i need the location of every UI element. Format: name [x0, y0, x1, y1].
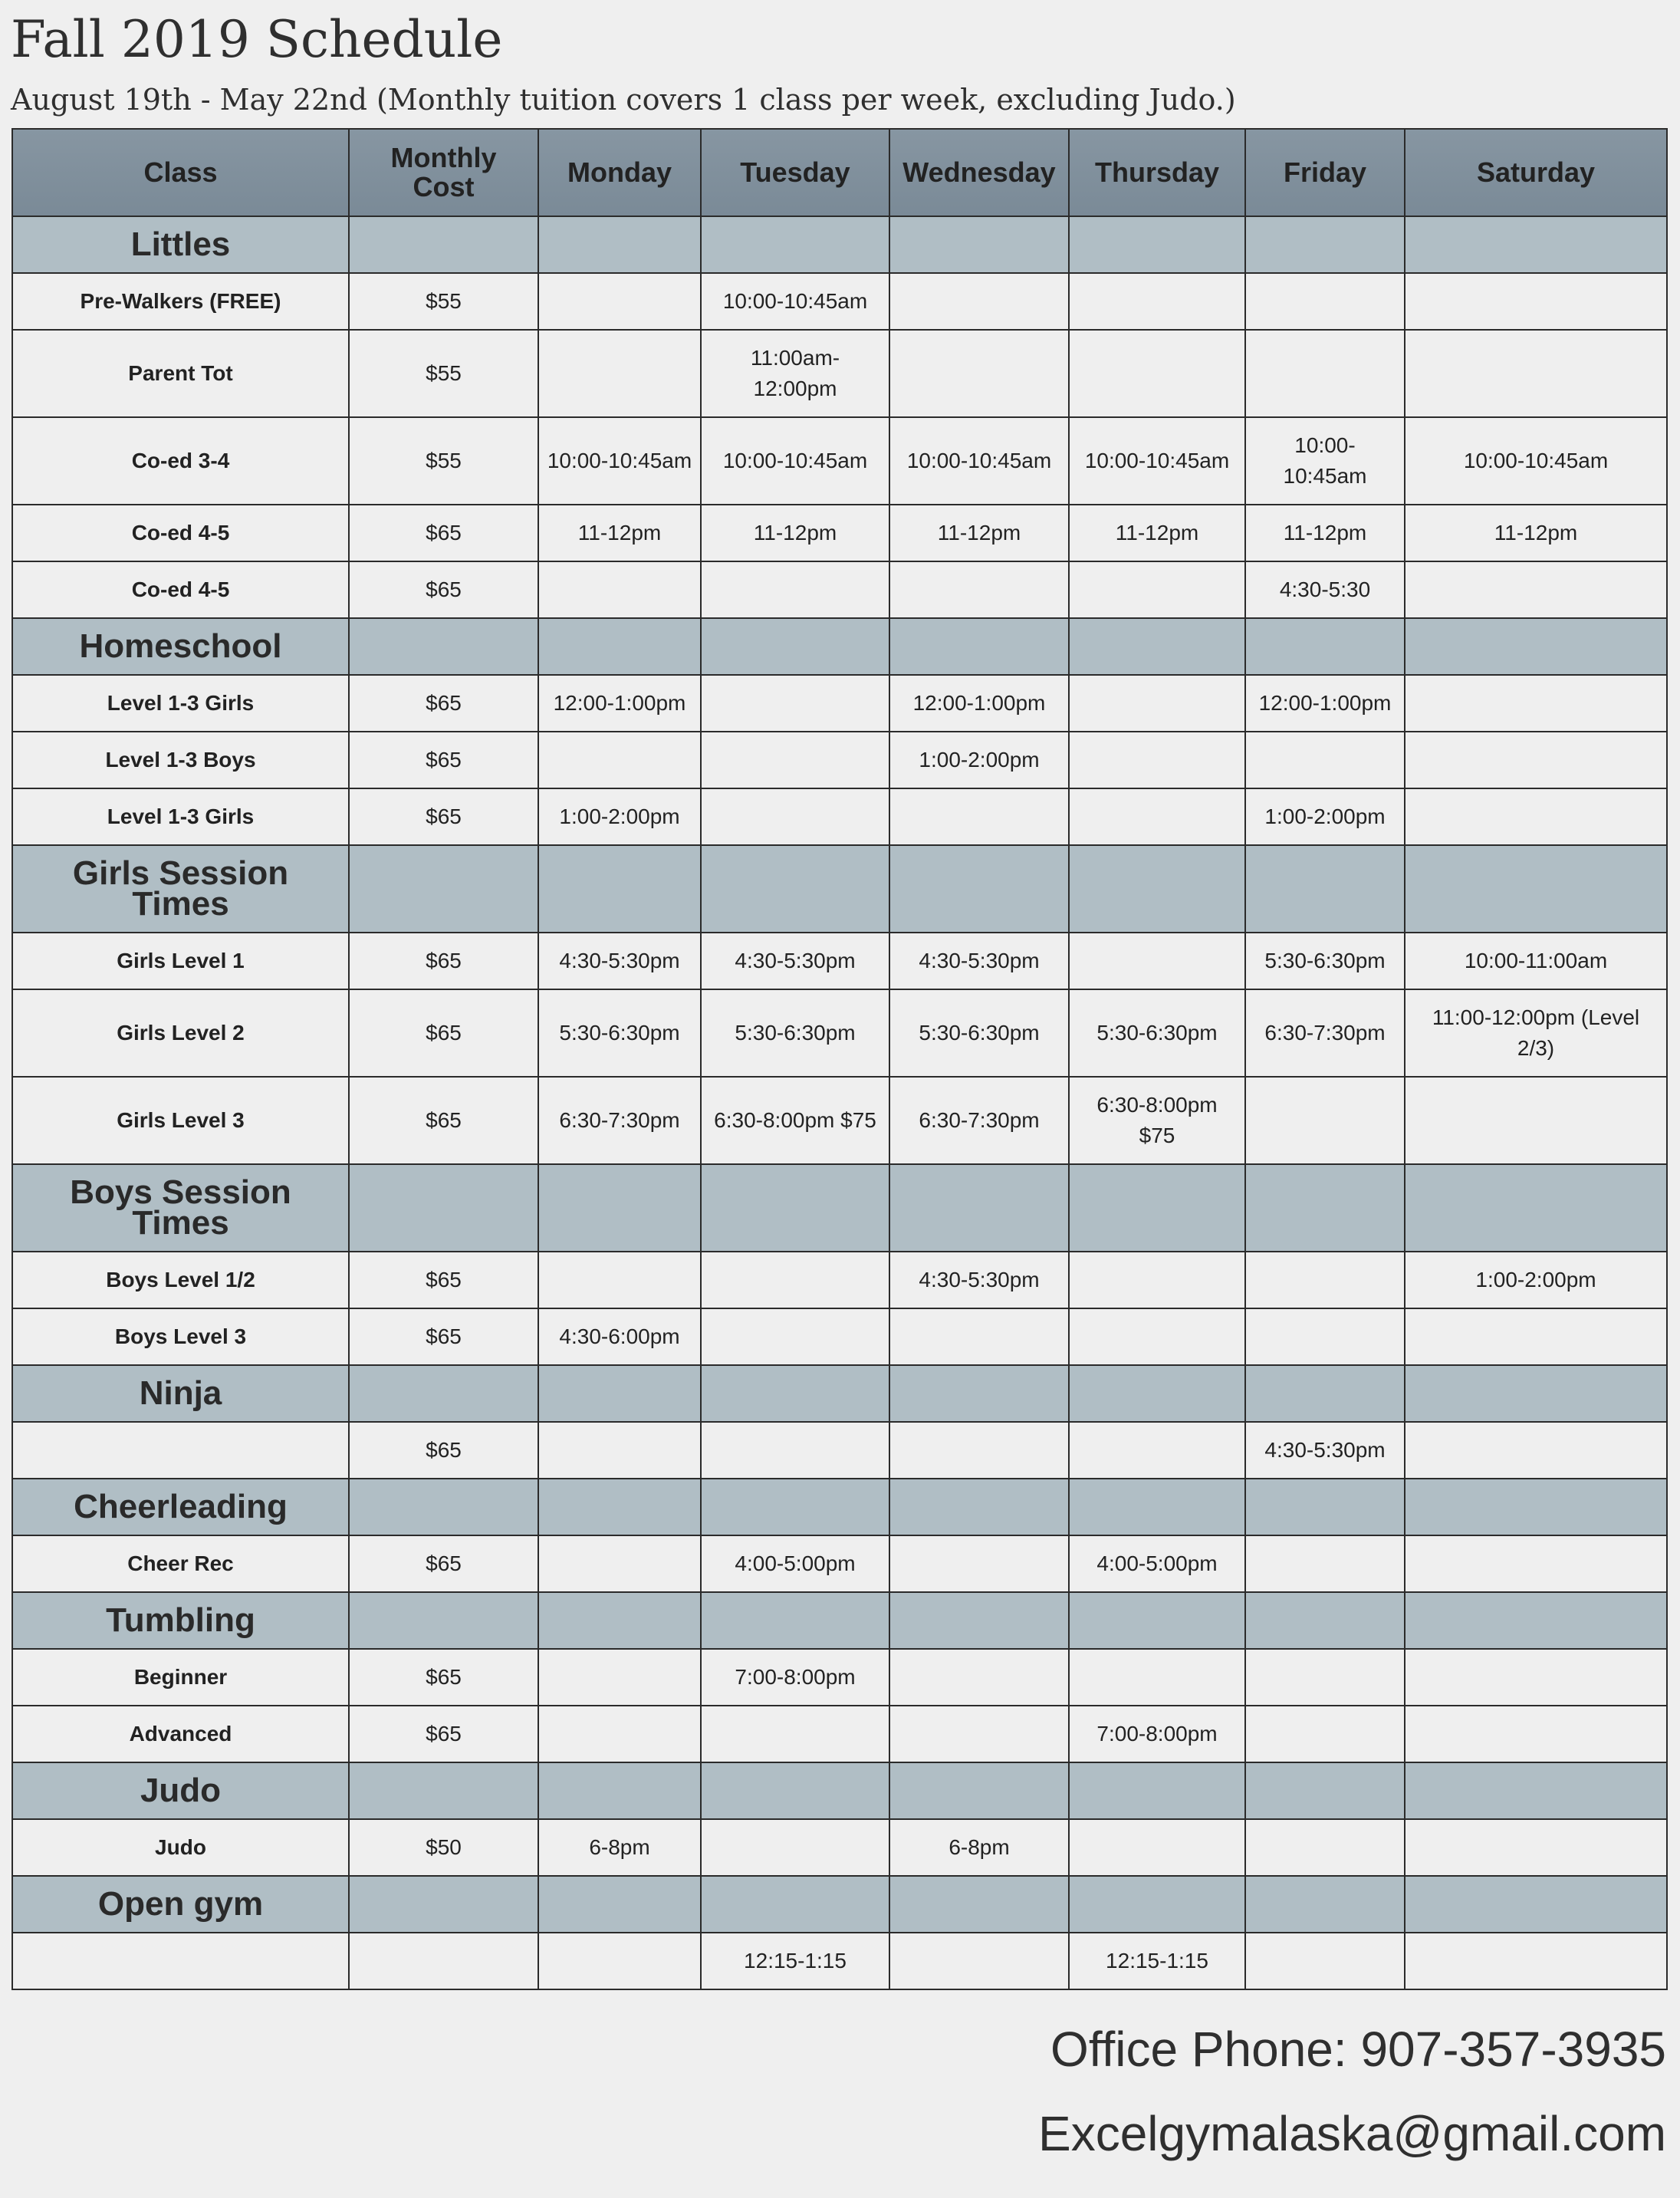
monthly-cost-cell: $65 [349, 1649, 538, 1706]
section-header-cell [889, 1164, 1069, 1252]
section-header-row [12, 1479, 1667, 1535]
table-row [12, 675, 1667, 732]
section-header-row [12, 1592, 1667, 1649]
friday-cell [1245, 1649, 1405, 1706]
saturday-cell [1405, 732, 1667, 788]
monthly-cost-cell: $65 [349, 675, 538, 732]
thursday-cell [1069, 1308, 1245, 1365]
thursday-cell [1069, 1649, 1245, 1706]
thursday-cell [1069, 732, 1245, 788]
thursday-cell: 11-12pm [1069, 505, 1245, 561]
thursday-cell: 12:15-1:15 [1069, 1933, 1245, 1989]
thursday-cell [1069, 1819, 1245, 1876]
monthly-cost-cell: $55 [349, 273, 538, 330]
page-subtitle: August 19th - May 22nd (Monthly tuition covers 1 class per week, excluding Judo.) [11, 83, 1236, 117]
section-title: Cheerleading [12, 1479, 349, 1535]
monthly-cost-cell: $65 [349, 1535, 538, 1592]
section-header-cell [1069, 1479, 1245, 1535]
section-title: Boys Session Times [12, 1164, 349, 1252]
wednesday-cell [889, 561, 1069, 618]
section-header-row [12, 1876, 1667, 1933]
friday-cell: 1:00-2:00pm [1245, 788, 1405, 845]
saturday-cell [1405, 1535, 1667, 1592]
table-row [12, 505, 1667, 561]
section-header-cell [701, 1876, 889, 1933]
thursday-cell [1069, 788, 1245, 845]
monthly-cost-cell: $55 [349, 417, 538, 505]
wednesday-cell [889, 1535, 1069, 1592]
friday-cell: 11-12pm [1245, 505, 1405, 561]
section-header-cell [701, 618, 889, 675]
monday-cell: 12:00-1:00pm [538, 675, 701, 732]
class-name-cell: Level 1-3 Boys [12, 732, 349, 788]
table-row [12, 417, 1667, 505]
tuesday-cell: 5:30-6:30pm [701, 989, 889, 1077]
saturday-cell [1405, 273, 1667, 330]
table-header-row [12, 129, 1667, 216]
section-header-cell [1245, 1876, 1405, 1933]
friday-cell [1245, 273, 1405, 330]
friday-cell [1245, 1077, 1405, 1164]
thursday-cell [1069, 1252, 1245, 1308]
table-row [12, 933, 1667, 989]
section-header-cell [1069, 845, 1245, 933]
monthly-cost-cell [349, 1933, 538, 1989]
section-header-cell [349, 1876, 538, 1933]
monthly-cost-cell: $65 [349, 1308, 538, 1365]
thursday-cell: 7:00-8:00pm [1069, 1706, 1245, 1762]
section-header-cell [1069, 618, 1245, 675]
monthly-cost-cell: $65 [349, 989, 538, 1077]
section-header-cell [1069, 1592, 1245, 1649]
section-header-cell [538, 1592, 701, 1649]
monday-cell: 4:30-5:30pm [538, 933, 701, 989]
section-header-cell [1245, 216, 1405, 273]
table-row [12, 1422, 1667, 1479]
monthly-cost-cell: $65 [349, 1706, 538, 1762]
saturday-cell: 11:00-12:00pm (Level 2/3) [1405, 989, 1667, 1077]
saturday-cell [1405, 1308, 1667, 1365]
class-name-cell: Boys Level 1/2 [12, 1252, 349, 1308]
section-header-cell [538, 1164, 701, 1252]
section-header-cell [538, 1876, 701, 1933]
table-row [12, 1933, 1667, 1989]
header-friday: Friday [1245, 129, 1405, 216]
class-name-cell: Cheer Rec [12, 1535, 349, 1592]
wednesday-cell [889, 1422, 1069, 1479]
tuesday-cell [701, 1819, 889, 1876]
wednesday-cell: 12:00-1:00pm [889, 675, 1069, 732]
section-header-cell [889, 1592, 1069, 1649]
section-header-cell [889, 216, 1069, 273]
table-row [12, 1308, 1667, 1365]
header-monday: Monday [538, 129, 701, 216]
table-row [12, 788, 1667, 845]
tuesday-cell [701, 788, 889, 845]
friday-cell [1245, 1535, 1405, 1592]
section-header-cell [349, 1762, 538, 1819]
saturday-cell [1405, 1933, 1667, 1989]
wednesday-cell [889, 1706, 1069, 1762]
table-row [12, 732, 1667, 788]
section-header-cell [1405, 1479, 1667, 1535]
section-header-cell [701, 1365, 889, 1422]
saturday-cell [1405, 1422, 1667, 1479]
section-header-cell [1405, 1762, 1667, 1819]
tuesday-cell [701, 1706, 889, 1762]
thursday-cell [1069, 561, 1245, 618]
friday-cell [1245, 1933, 1405, 1989]
section-header-cell [1245, 1592, 1405, 1649]
wednesday-cell [889, 1308, 1069, 1365]
monday-cell: 6-8pm [538, 1819, 701, 1876]
class-name-cell: Parent Tot [12, 330, 349, 417]
monthly-cost-cell: $65 [349, 1252, 538, 1308]
schedule-table [12, 128, 1668, 1990]
wednesday-cell: 6:30-7:30pm [889, 1077, 1069, 1164]
section-header-row [12, 618, 1667, 675]
header-saturday: Saturday [1405, 129, 1667, 216]
class-name-cell: Advanced [12, 1706, 349, 1762]
monthly-cost-cell: $65 [349, 788, 538, 845]
class-name-cell [12, 1422, 349, 1479]
class-name-cell [12, 1933, 349, 1989]
monday-cell: 11-12pm [538, 505, 701, 561]
section-header-cell [1245, 1365, 1405, 1422]
saturday-cell [1405, 561, 1667, 618]
section-header-cell [701, 1592, 889, 1649]
section-header-row [12, 216, 1667, 273]
monthly-cost-cell: $65 [349, 933, 538, 989]
section-header-cell [701, 216, 889, 273]
section-header-cell [538, 845, 701, 933]
monthly-cost-cell: $55 [349, 330, 538, 417]
header-wednesday: Wednesday [889, 129, 1069, 216]
section-header-cell [1405, 1876, 1667, 1933]
section-header-cell [1069, 1762, 1245, 1819]
friday-cell: 6:30-7:30pm [1245, 989, 1405, 1077]
saturday-cell: 10:00-11:00am [1405, 933, 1667, 989]
tuesday-cell: 6:30-8:00pm $75 [701, 1077, 889, 1164]
section-header-cell [349, 618, 538, 675]
tuesday-cell: 4:00-5:00pm [701, 1535, 889, 1592]
friday-cell [1245, 330, 1405, 417]
section-header-cell [701, 1164, 889, 1252]
friday-cell [1245, 1706, 1405, 1762]
section-header-cell [1405, 1164, 1667, 1252]
tuesday-cell: 10:00-10:45am [701, 273, 889, 330]
section-header-cell [349, 1365, 538, 1422]
section-header-cell [349, 1164, 538, 1252]
monday-cell [538, 273, 701, 330]
section-header-row [12, 1365, 1667, 1422]
section-header-cell [701, 1762, 889, 1819]
section-header-cell [538, 1365, 701, 1422]
thursday-cell [1069, 675, 1245, 732]
monday-cell [538, 561, 701, 618]
section-header-cell [701, 1479, 889, 1535]
saturday-cell [1405, 788, 1667, 845]
monday-cell [538, 1706, 701, 1762]
tuesday-cell: 11-12pm [701, 505, 889, 561]
class-name-cell: Boys Level 3 [12, 1308, 349, 1365]
class-name-cell: Girls Level 1 [12, 933, 349, 989]
schedule-body [12, 216, 1667, 1989]
friday-cell: 10:00-10:45am [1245, 417, 1405, 505]
wednesday-cell: 11-12pm [889, 505, 1069, 561]
wednesday-cell: 5:30-6:30pm [889, 989, 1069, 1077]
friday-cell: 4:30-5:30 [1245, 561, 1405, 618]
wednesday-cell [889, 1933, 1069, 1989]
tuesday-cell [701, 561, 889, 618]
friday-cell: 5:30-6:30pm [1245, 933, 1405, 989]
wednesday-cell [889, 330, 1069, 417]
class-name-cell: Pre-Walkers (FREE) [12, 273, 349, 330]
section-header-cell [1245, 1479, 1405, 1535]
saturday-cell [1405, 1706, 1667, 1762]
tuesday-cell [701, 675, 889, 732]
tuesday-cell: 11:00am-12:00pm [701, 330, 889, 417]
wednesday-cell [889, 273, 1069, 330]
table-row [12, 989, 1667, 1077]
page-title: Fall 2019 Schedule [11, 10, 503, 69]
saturday-cell: 11-12pm [1405, 505, 1667, 561]
monthly-cost-cell: $65 [349, 505, 538, 561]
tuesday-cell: 10:00-10:45am [701, 417, 889, 505]
wednesday-cell: 4:30-5:30pm [889, 1252, 1069, 1308]
saturday-cell [1405, 1077, 1667, 1164]
section-title: Littles [12, 216, 349, 273]
tuesday-cell [701, 1422, 889, 1479]
section-header-cell [1245, 845, 1405, 933]
monday-cell [538, 1933, 701, 1989]
class-name-cell: Co-ed 4-5 [12, 505, 349, 561]
tuesday-cell: 7:00-8:00pm [701, 1649, 889, 1706]
section-title: Judo [12, 1762, 349, 1819]
table-row [12, 1252, 1667, 1308]
monday-cell [538, 732, 701, 788]
section-header-cell [889, 1762, 1069, 1819]
section-header-row [12, 845, 1667, 933]
section-header-cell [1405, 216, 1667, 273]
section-header-cell [1245, 618, 1405, 675]
section-header-cell [1245, 1164, 1405, 1252]
section-header-row [12, 1762, 1667, 1819]
monthly-cost-cell: $50 [349, 1819, 538, 1876]
class-name-cell: Co-ed 3-4 [12, 417, 349, 505]
monday-cell: 10:00-10:45am [538, 417, 701, 505]
monthly-cost-cell: $65 [349, 1077, 538, 1164]
contact-email: Excelgymalaska@gmail.com [1038, 2106, 1666, 2161]
saturday-cell [1405, 330, 1667, 417]
section-header-cell [889, 1479, 1069, 1535]
header-tuesday: Tuesday [701, 129, 889, 216]
monday-cell [538, 1535, 701, 1592]
thursday-cell [1069, 933, 1245, 989]
header-thursday: Thursday [1069, 129, 1245, 216]
section-header-cell [1069, 1876, 1245, 1933]
section-header-cell [349, 845, 538, 933]
class-name-cell: Co-ed 4-5 [12, 561, 349, 618]
monday-cell: 4:30-6:00pm [538, 1308, 701, 1365]
monthly-cost-cell: $65 [349, 732, 538, 788]
section-header-cell [889, 618, 1069, 675]
monday-cell: 6:30-7:30pm [538, 1077, 701, 1164]
saturday-cell: 1:00-2:00pm [1405, 1252, 1667, 1308]
section-title: Homeschool [12, 618, 349, 675]
section-title: Open gym [12, 1876, 349, 1933]
saturday-cell [1405, 1649, 1667, 1706]
section-header-cell [349, 1592, 538, 1649]
thursday-cell [1069, 330, 1245, 417]
section-header-cell [1405, 618, 1667, 675]
class-name-cell: Beginner [12, 1649, 349, 1706]
office-phone: Office Phone: 907-357-3935 [1050, 2022, 1666, 2077]
section-title: Girls Session Times [12, 845, 349, 933]
class-name-cell: Judo [12, 1819, 349, 1876]
section-header-cell [1405, 1592, 1667, 1649]
wednesday-cell [889, 788, 1069, 845]
table-row [12, 561, 1667, 618]
section-header-cell [1069, 216, 1245, 273]
friday-cell: 12:00-1:00pm [1245, 675, 1405, 732]
section-header-cell [349, 1479, 538, 1535]
section-header-cell [1069, 1164, 1245, 1252]
section-header-cell [889, 1876, 1069, 1933]
thursday-cell [1069, 1422, 1245, 1479]
thursday-cell: 10:00-10:45am [1069, 417, 1245, 505]
class-name-cell: Level 1-3 Girls [12, 788, 349, 845]
section-header-cell [1405, 845, 1667, 933]
wednesday-cell: 6-8pm [889, 1819, 1069, 1876]
tuesday-cell [701, 732, 889, 788]
friday-cell: 4:30-5:30pm [1245, 1422, 1405, 1479]
monday-cell: 1:00-2:00pm [538, 788, 701, 845]
section-header-cell [538, 1762, 701, 1819]
monday-cell [538, 1649, 701, 1706]
saturday-cell [1405, 675, 1667, 732]
wednesday-cell [889, 1649, 1069, 1706]
table-row [12, 1077, 1667, 1164]
class-name-cell: Level 1-3 Girls [12, 675, 349, 732]
monday-cell [538, 1252, 701, 1308]
monthly-cost-cell: $65 [349, 1422, 538, 1479]
section-header-cell [538, 216, 701, 273]
thursday-cell: 6:30-8:00pm $75 [1069, 1077, 1245, 1164]
table-row [12, 1535, 1667, 1592]
table-row [12, 273, 1667, 330]
monday-cell: 5:30-6:30pm [538, 989, 701, 1077]
section-header-cell [1245, 1762, 1405, 1819]
friday-cell [1245, 1308, 1405, 1365]
section-header-cell [889, 1365, 1069, 1422]
class-name-cell: Girls Level 2 [12, 989, 349, 1077]
section-header-cell [538, 618, 701, 675]
table-row [12, 330, 1667, 417]
friday-cell [1245, 732, 1405, 788]
section-header-cell [701, 845, 889, 933]
section-header-cell [349, 216, 538, 273]
monday-cell [538, 1422, 701, 1479]
section-header-cell [1405, 1365, 1667, 1422]
friday-cell [1245, 1819, 1405, 1876]
tuesday-cell [701, 1308, 889, 1365]
tuesday-cell [701, 1252, 889, 1308]
saturday-cell [1405, 1819, 1667, 1876]
tuesday-cell: 12:15-1:15 [701, 1933, 889, 1989]
monthly-cost-cell: $65 [349, 561, 538, 618]
section-header-cell [1069, 1365, 1245, 1422]
friday-cell [1245, 1252, 1405, 1308]
wednesday-cell: 10:00-10:45am [889, 417, 1069, 505]
table-row [12, 1706, 1667, 1762]
thursday-cell [1069, 273, 1245, 330]
monday-cell [538, 330, 701, 417]
header-monthly-cost: Monthly Cost [349, 129, 538, 216]
section-title: Ninja [12, 1365, 349, 1422]
header-class: Class [12, 129, 349, 216]
saturday-cell: 10:00-10:45am [1405, 417, 1667, 505]
thursday-cell: 4:00-5:00pm [1069, 1535, 1245, 1592]
section-title: Tumbling [12, 1592, 349, 1649]
wednesday-cell: 1:00-2:00pm [889, 732, 1069, 788]
wednesday-cell: 4:30-5:30pm [889, 933, 1069, 989]
section-header-cell [889, 845, 1069, 933]
thursday-cell: 5:30-6:30pm [1069, 989, 1245, 1077]
section-header-cell [538, 1479, 701, 1535]
tuesday-cell: 4:30-5:30pm [701, 933, 889, 989]
section-header-row [12, 1164, 1667, 1252]
table-row [12, 1819, 1667, 1876]
class-name-cell: Girls Level 3 [12, 1077, 349, 1164]
table-row [12, 1649, 1667, 1706]
